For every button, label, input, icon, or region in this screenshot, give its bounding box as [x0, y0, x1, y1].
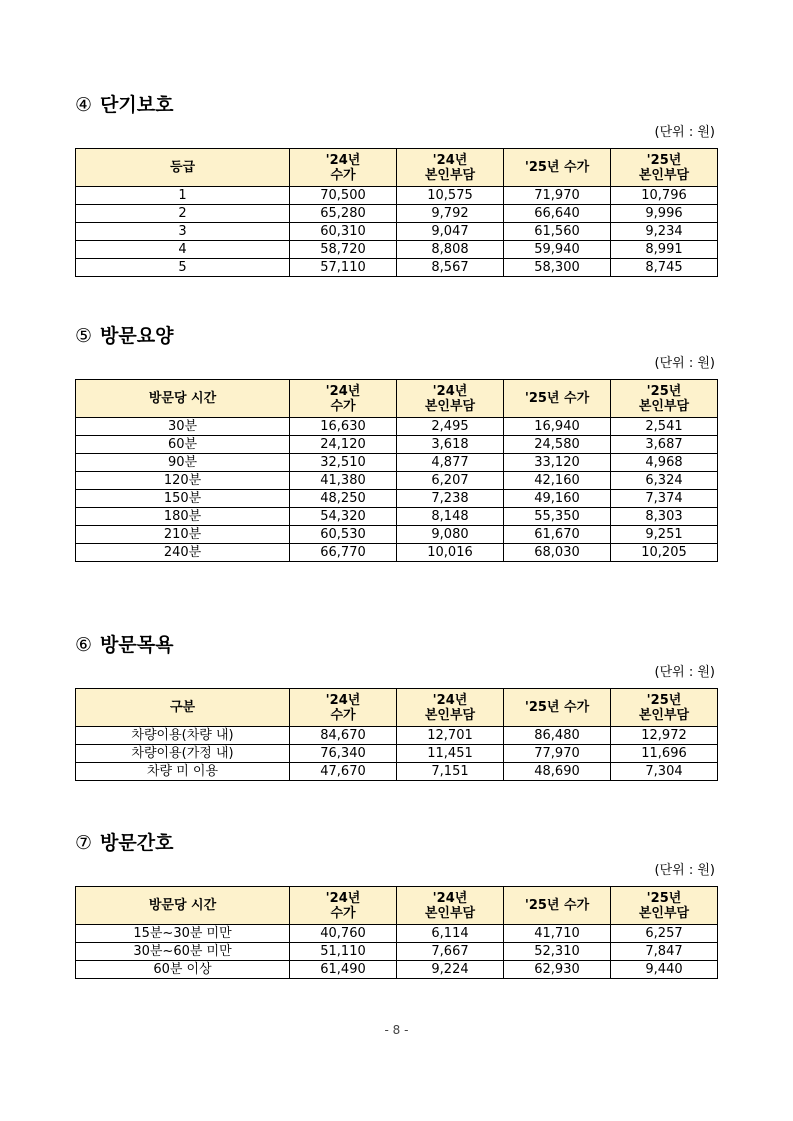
- row-label-cell: 1: [76, 187, 290, 205]
- table-row: [76, 187, 718, 205]
- column-header: 구분: [76, 689, 290, 727]
- value-cell: 3,618: [397, 436, 504, 454]
- column-header: '25년 본인부담: [611, 689, 718, 727]
- row-label-cell: 5: [76, 259, 290, 277]
- table-row: [76, 490, 718, 508]
- value-cell: 9,440: [611, 961, 718, 979]
- value-cell: 10,796: [611, 187, 718, 205]
- fee-table: [75, 688, 718, 781]
- table-row: [76, 763, 718, 781]
- value-cell: 68,030: [504, 544, 611, 562]
- table-row: [76, 454, 718, 472]
- table-row: [76, 943, 718, 961]
- section-home-bathing: [75, 632, 717, 781]
- value-cell: 4,968: [611, 454, 718, 472]
- row-label-cell: 30분: [76, 418, 290, 436]
- table-row: [76, 205, 718, 223]
- value-cell: 33,120: [504, 454, 611, 472]
- table-row: [76, 961, 718, 979]
- value-cell: 51,110: [290, 943, 397, 961]
- value-cell: 66,770: [290, 544, 397, 562]
- value-cell: 9,234: [611, 223, 718, 241]
- value-cell: 8,148: [397, 508, 504, 526]
- column-header: '25년 수가: [504, 689, 611, 727]
- value-cell: 8,745: [611, 259, 718, 277]
- value-cell: 12,701: [397, 727, 504, 745]
- row-label-cell: 60분 이상: [76, 961, 290, 979]
- value-cell: 7,374: [611, 490, 718, 508]
- value-cell: 7,304: [611, 763, 718, 781]
- value-cell: 16,940: [504, 418, 611, 436]
- value-cell: 76,340: [290, 745, 397, 763]
- value-cell: 61,490: [290, 961, 397, 979]
- section-title-text: 방문목욕: [100, 634, 174, 656]
- column-header: '25년 수가: [504, 380, 611, 418]
- column-header: '25년 본인부담: [611, 149, 718, 187]
- section-title: [75, 830, 717, 856]
- row-label-cell: 15분~30분 미만: [76, 925, 290, 943]
- section-short-term-care: [75, 92, 717, 277]
- value-cell: 70,500: [290, 187, 397, 205]
- value-cell: 7,238: [397, 490, 504, 508]
- row-label-cell: 2: [76, 205, 290, 223]
- table-header-row: [76, 380, 718, 418]
- row-label-cell: 4: [76, 241, 290, 259]
- table-row: [76, 241, 718, 259]
- value-cell: 54,320: [290, 508, 397, 526]
- fee-table: [75, 379, 718, 562]
- table-row: [76, 727, 718, 745]
- table-row: [76, 436, 718, 454]
- table-header-row: [76, 149, 718, 187]
- value-cell: 11,451: [397, 745, 504, 763]
- value-cell: 47,670: [290, 763, 397, 781]
- column-header: '24년 본인부담: [397, 380, 504, 418]
- value-cell: 42,160: [504, 472, 611, 490]
- value-cell: 9,224: [397, 961, 504, 979]
- value-cell: 10,016: [397, 544, 504, 562]
- value-cell: 84,670: [290, 727, 397, 745]
- value-cell: 6,114: [397, 925, 504, 943]
- value-cell: 6,324: [611, 472, 718, 490]
- row-label-cell: 60분: [76, 436, 290, 454]
- value-cell: 9,080: [397, 526, 504, 544]
- value-cell: 52,310: [504, 943, 611, 961]
- column-header: '25년 본인부담: [611, 887, 718, 925]
- value-cell: 8,991: [611, 241, 718, 259]
- table-row: [76, 472, 718, 490]
- value-cell: 7,667: [397, 943, 504, 961]
- section-number: ④: [75, 94, 93, 116]
- value-cell: 61,670: [504, 526, 611, 544]
- row-label-cell: 120분: [76, 472, 290, 490]
- table-header-row: [76, 689, 718, 727]
- value-cell: 41,710: [504, 925, 611, 943]
- column-header: '24년 수가: [290, 887, 397, 925]
- unit-label: (단위 : 원): [654, 665, 715, 680]
- row-label-cell: 180분: [76, 508, 290, 526]
- table-header-row: [76, 887, 718, 925]
- unit-label: (단위 : 원): [654, 356, 715, 371]
- section-home-care: [75, 323, 717, 562]
- row-label-cell: 150분: [76, 490, 290, 508]
- value-cell: 16,630: [290, 418, 397, 436]
- value-cell: 3,687: [611, 436, 718, 454]
- section-title: [75, 92, 717, 118]
- value-cell: 7,847: [611, 943, 718, 961]
- page-number: - 8 -: [384, 1023, 409, 1037]
- value-cell: 48,250: [290, 490, 397, 508]
- section-title: [75, 632, 717, 658]
- value-cell: 6,207: [397, 472, 504, 490]
- value-cell: 9,996: [611, 205, 718, 223]
- value-cell: 65,280: [290, 205, 397, 223]
- fee-table: [75, 886, 718, 979]
- column-header: '24년 본인부담: [397, 887, 504, 925]
- column-header: '25년 수가: [504, 149, 611, 187]
- column-header: 등급: [76, 149, 290, 187]
- value-cell: 4,877: [397, 454, 504, 472]
- table-row: [76, 508, 718, 526]
- row-label-cell: 차량이용(차량 내): [76, 727, 290, 745]
- section-title-text: 방문요양: [100, 325, 174, 347]
- value-cell: 55,350: [504, 508, 611, 526]
- row-label-cell: 차량이용(가정 내): [76, 745, 290, 763]
- value-cell: 62,930: [504, 961, 611, 979]
- value-cell: 10,205: [611, 544, 718, 562]
- table-row: [76, 418, 718, 436]
- value-cell: 59,940: [504, 241, 611, 259]
- row-label-cell: 90분: [76, 454, 290, 472]
- column-header: 방문당 시간: [76, 887, 290, 925]
- value-cell: 41,380: [290, 472, 397, 490]
- column-header: 방문당 시간: [76, 380, 290, 418]
- column-header: '24년 본인부담: [397, 149, 504, 187]
- value-cell: 9,251: [611, 526, 718, 544]
- column-header: '24년 본인부담: [397, 689, 504, 727]
- table-row: [76, 745, 718, 763]
- value-cell: 8,567: [397, 259, 504, 277]
- column-header: '24년 수가: [290, 689, 397, 727]
- table-row: [76, 925, 718, 943]
- value-cell: 32,510: [290, 454, 397, 472]
- value-cell: 2,495: [397, 418, 504, 436]
- column-header: '24년 수가: [290, 380, 397, 418]
- value-cell: 7,151: [397, 763, 504, 781]
- unit-label: (단위 : 원): [654, 125, 715, 140]
- column-header: '25년 수가: [504, 887, 611, 925]
- section-title-text: 단기보호: [100, 94, 174, 116]
- value-cell: 48,690: [504, 763, 611, 781]
- value-cell: 6,257: [611, 925, 718, 943]
- value-cell: 86,480: [504, 727, 611, 745]
- value-cell: 49,160: [504, 490, 611, 508]
- unit-label: (단위 : 원): [654, 863, 715, 878]
- row-label-cell: 240분: [76, 544, 290, 562]
- value-cell: 2,541: [611, 418, 718, 436]
- section-number: ⑥: [75, 634, 93, 656]
- row-label-cell: 차량 미 이용: [76, 763, 290, 781]
- section-number: ⑤: [75, 325, 93, 347]
- row-label-cell: 210분: [76, 526, 290, 544]
- value-cell: 57,110: [290, 259, 397, 277]
- table-row: [76, 223, 718, 241]
- section-home-nursing: [75, 830, 717, 979]
- value-cell: 61,560: [504, 223, 611, 241]
- section-title: [75, 323, 717, 349]
- value-cell: 77,970: [504, 745, 611, 763]
- section-title-text: 방문간호: [100, 832, 174, 854]
- section-number: ⑦: [75, 832, 93, 854]
- value-cell: 8,303: [611, 508, 718, 526]
- value-cell: 10,575: [397, 187, 504, 205]
- table-row: [76, 544, 718, 562]
- value-cell: 12,972: [611, 727, 718, 745]
- value-cell: 66,640: [504, 205, 611, 223]
- value-cell: 40,760: [290, 925, 397, 943]
- row-label-cell: 3: [76, 223, 290, 241]
- value-cell: 24,120: [290, 436, 397, 454]
- value-cell: 11,696: [611, 745, 718, 763]
- table-row: [76, 259, 718, 277]
- value-cell: 9,792: [397, 205, 504, 223]
- value-cell: 8,808: [397, 241, 504, 259]
- column-header: '25년 본인부담: [611, 380, 718, 418]
- value-cell: 60,310: [290, 223, 397, 241]
- fee-table: [75, 148, 718, 277]
- value-cell: 9,047: [397, 223, 504, 241]
- value-cell: 58,720: [290, 241, 397, 259]
- value-cell: 60,530: [290, 526, 397, 544]
- value-cell: 58,300: [504, 259, 611, 277]
- table-row: [76, 526, 718, 544]
- row-label-cell: 30분~60분 미만: [76, 943, 290, 961]
- value-cell: 24,580: [504, 436, 611, 454]
- value-cell: 71,970: [504, 187, 611, 205]
- column-header: '24년 수가: [290, 149, 397, 187]
